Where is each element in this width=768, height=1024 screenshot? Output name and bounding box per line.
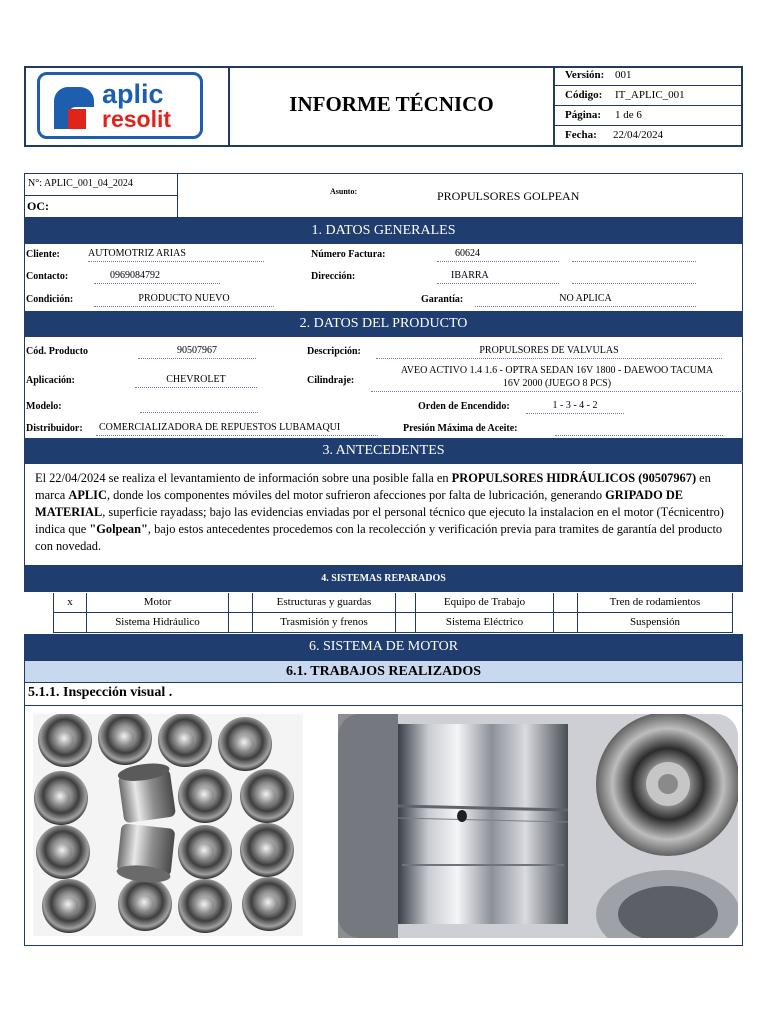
cod-producto-label: Cód. Producto [26, 346, 89, 357]
section-4-title: 4. SISTEMAS REPARADOS [321, 573, 446, 584]
system-tren: Tren de rodamientos [609, 596, 701, 608]
factura-extra-line [572, 248, 696, 262]
system-estructuras: Estructuras y guardas [253, 593, 396, 612]
system-suspension: Suspensión [629, 616, 681, 628]
mark-estructuras [229, 593, 253, 612]
meta-value: 1 de 6 [615, 109, 642, 121]
section-3-title: 3. ANTECEDENTES [322, 443, 445, 458]
contacto-value: 0969084792 [94, 270, 220, 284]
mark-motor: x [54, 593, 87, 612]
mark-equipo [396, 593, 416, 612]
orden-label: Orden de Encendido: [418, 401, 510, 412]
cilindraje-line-1: AVEO ACTIVO 1.4 1.6 - OPTRA SEDAN 16V 1800 - DAEWOO TACUMA [400, 365, 714, 376]
section-6-1-header [24, 660, 743, 683]
meta-value: IT_APLIC_001 [615, 89, 685, 101]
cliente-value: AUTOMOTRIZ ARIAS [88, 248, 264, 262]
cliente-label: Cliente: [26, 249, 60, 260]
antecedentes-bold-4: "Golpean" [89, 522, 148, 536]
meta-label: Versión: [565, 69, 605, 81]
section-1-title: 1. DATOS GENERALES [311, 223, 456, 238]
section-1-header [24, 218, 743, 244]
reference-hline [24, 195, 177, 196]
meta-row-version [555, 66, 743, 86]
antecedentes-bold-3: GRIPADO DE MATERIAL [35, 488, 684, 519]
mark-trasmision [229, 613, 253, 632]
meta-row-fecha [555, 126, 743, 146]
condicion-value: PRODUCTO NUEVO [94, 293, 274, 307]
section-4-header [24, 566, 743, 592]
direccion-extra-line [572, 270, 696, 284]
descripcion-value: PROPULSORES DE VALVULAS [376, 345, 722, 359]
antecedentes-bold-1: PROPULSORES HIDRÁULICOS (90507967) [451, 471, 697, 485]
section-6-1-title: 6.1. TRABAJOS REALIZADOS [285, 664, 481, 679]
cilindraje-label: Cilindraje: [307, 375, 355, 386]
company-logo [37, 72, 203, 139]
modelo-value [140, 399, 258, 413]
mark-suspension [554, 613, 578, 632]
inspection-heading-row [24, 683, 743, 706]
system-equipo: Equipo de Trabajo [416, 593, 554, 612]
factura-label: Número Factura: [311, 249, 386, 260]
oc-label: OC: [27, 199, 49, 213]
antecedentes-paragraph [35, 470, 734, 555]
distribuidor-value: COMERCIALIZADORA DE REPUESTOS LUBAMAQUI [96, 422, 378, 436]
logo-text-resolit: resolit [102, 106, 172, 132]
antecedentes-text-5: , bajo estos antecedentes procedemos con la recolección y verificación previa para tramites de garantía del producto con novedad. [35, 522, 723, 553]
condicion-label: Condición: [26, 294, 74, 305]
photo-lifter-closeup [338, 714, 738, 938]
meta-row-codigo [555, 86, 743, 106]
distribuidor-label: Distribuidor: [26, 423, 83, 434]
reference-divider [177, 173, 178, 218]
aplicacion-label: Aplicación: [26, 375, 75, 386]
worn-lifter [398, 724, 568, 924]
antecedentes-text-1: El 22/04/2024 se realiza el levantamiento de información sobre una posible falla en [35, 471, 452, 485]
meta-value: 22/04/2024 [613, 129, 664, 141]
antecedentes-bold-2: APLIC [68, 488, 107, 502]
section-2-title: 2. DATOS DEL PRODUCTO [299, 316, 468, 331]
direccion-label: Dirección: [311, 271, 356, 282]
mark-electrico [396, 613, 416, 632]
meta-label: Fecha: [565, 129, 597, 141]
report-number: N°: APLIC_001_04_2024 [28, 178, 133, 189]
logo-mark-icon [50, 83, 96, 129]
mark-tren [554, 593, 578, 612]
system-trasmision: Trasmisión y frenos [253, 613, 396, 632]
adjacent-cup [596, 714, 738, 856]
section-6-title: 6. SISTEMA DE MOTOR [308, 639, 459, 654]
modelo-label: Modelo: [26, 401, 62, 412]
direccion-value: IBARRA [437, 270, 559, 284]
garantia-label: Garantía: [421, 294, 464, 305]
cod-producto-value: 90507967 [138, 345, 256, 359]
asunto-value: PROPULSORES GOLPEAN [437, 189, 580, 203]
garantia-value: NO APLICA [475, 293, 696, 307]
document-title: INFORME TÉCNICO [289, 92, 494, 116]
mark-hidraulico [54, 613, 87, 632]
antecedentes-text-3: , donde los componentes móviles del motor sufrieron afecciones por falta de lubricación, generando [106, 488, 606, 502]
antecedentes-text-2: en marca [35, 471, 711, 502]
presion-value [555, 422, 723, 436]
asunto-label: Asunto: [330, 187, 358, 196]
cilindraje-line-2: 16V 2000 (JUEGO 8 PCS) [502, 378, 612, 389]
descripcion-label: Descripción: [307, 346, 361, 357]
system-motor: Motor [87, 593, 229, 612]
system-hidraulico: Sistema Hidráulico [87, 613, 229, 632]
orden-value: 1 - 3 - 4 - 2 [526, 400, 624, 414]
systems-table [53, 593, 733, 633]
cilindraje-value [371, 364, 743, 392]
section-2-header [24, 311, 743, 337]
section-6-header [24, 634, 743, 660]
logo-text-aplic: aplic [102, 79, 164, 109]
meta-row-pagina [555, 106, 743, 126]
meta-label: Página: [565, 109, 602, 121]
antecedentes-text-4: , superficie rayadass; bajo las evidencias enviadas por el personal técnico que ejecuto la instalacion en el motor (Técnicentro) indica que [35, 505, 724, 536]
factura-value: 60624 [437, 248, 559, 262]
contacto-label: Contacto: [26, 271, 69, 282]
section-3-header [24, 438, 743, 464]
meta-value: 001 [615, 69, 632, 81]
presion-label: Presión Máxima de Aceite: [403, 423, 518, 434]
aplicacion-value: CHEVROLET [135, 374, 257, 388]
inspection-heading: 5.1.1. Inspección visual . [28, 685, 173, 700]
photo-lifters-set [33, 714, 303, 936]
system-electrico: Sistema Eléctrico [416, 613, 554, 632]
meta-label: Código: [565, 89, 603, 101]
